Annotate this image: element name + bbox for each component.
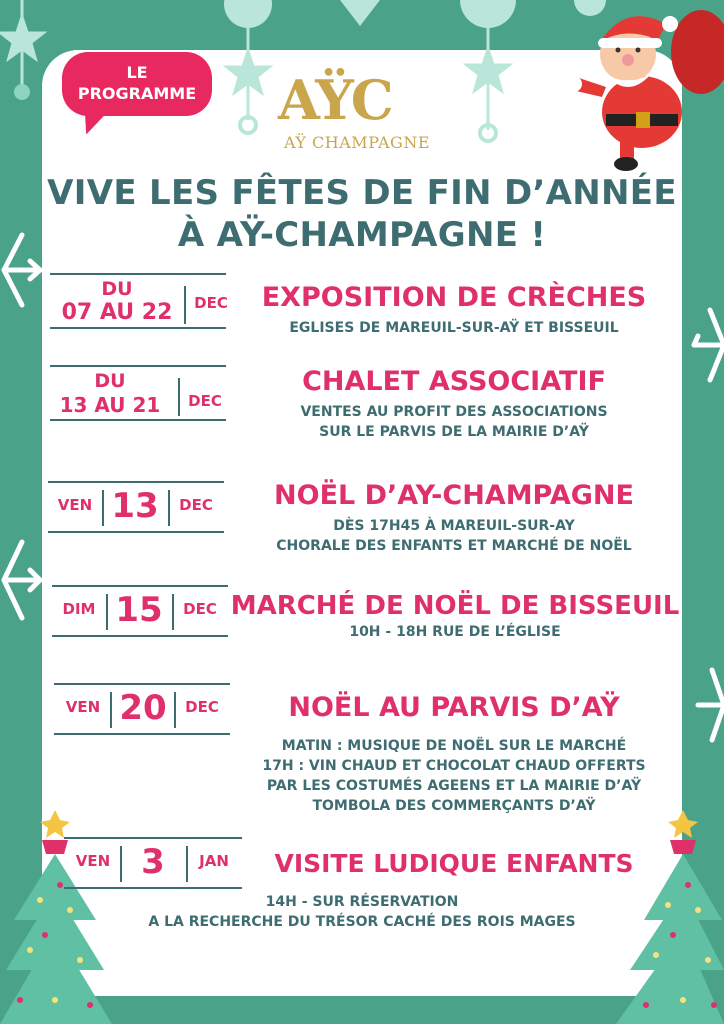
santa-claus-illustration: [566, 2, 724, 174]
event-title: MARCHÉ DE NOËL DE BISSEUIL: [230, 591, 680, 621]
month: DEC: [194, 294, 228, 312]
snowflake-icon: [690, 300, 724, 390]
divider: [54, 683, 230, 685]
snowflake-icon: [0, 530, 44, 630]
title-line-2: À AŸ-CHAMPAGNE !: [177, 215, 547, 255]
date-prefix: DU: [94, 370, 126, 392]
event-desc-line: EGLISES DE MAREUIL-SUR-AŸ ET BISSEUIL: [289, 320, 619, 336]
day-number: 3: [141, 842, 165, 882]
divider: [184, 286, 186, 324]
month: DEC: [183, 600, 217, 618]
snowflake-icon: [0, 225, 44, 315]
divider: [50, 273, 226, 275]
divider: [48, 481, 224, 483]
event-title: CHALET ASSOCIATIF: [302, 366, 606, 397]
logo-mark: AŸC: [278, 68, 392, 132]
event-desc-line: A LA RECHERCHE DU TRÉSOR CACHÉ DES ROIS MAGES: [148, 914, 576, 930]
event-title: NOËL D’AY-CHAMPAGNE: [274, 480, 634, 511]
logo-text: AŸ CHAMPAGNE: [284, 133, 430, 152]
event-desc-line: 10H - 18H RUE DE L’ÉGLISE: [349, 624, 561, 640]
day-of-week: VEN: [65, 698, 101, 716]
month: JAN: [199, 852, 229, 870]
event-title: EXPOSITION DE CRÈCHES: [261, 282, 647, 313]
day-of-week: VEN: [57, 496, 93, 514]
divider: [54, 733, 230, 735]
day-number: 20: [119, 688, 167, 728]
event-desc-line: 17H : VIN CHAUD ET CHOCOLAT CHAUD OFFERTS: [262, 758, 646, 774]
snowflake-icon: [694, 660, 724, 750]
divider: [178, 378, 180, 416]
divider: [48, 531, 224, 533]
day-of-week: DIM: [62, 600, 96, 618]
day-number: 15: [115, 590, 163, 630]
divider: [52, 585, 228, 587]
day-of-week: VEN: [75, 852, 111, 870]
day-number: 13: [111, 486, 159, 526]
divider: [172, 594, 174, 630]
date-range: 07 AU 22: [61, 300, 173, 325]
event-desc-line: VENTES AU PROFIT DES ASSOCIATIONS: [300, 404, 608, 420]
month: DEC: [179, 496, 213, 514]
event-desc-line: 14H - SUR RÉSERVATION: [265, 894, 459, 910]
page-title: [42, 172, 682, 256]
event-desc-line: DÈS 17H45 À MAREUIL-SUR-AY: [333, 518, 575, 534]
month: DEC: [188, 392, 222, 410]
badge-line-1: LE: [126, 63, 148, 82]
badge-line-2: PROGRAMME: [77, 84, 197, 103]
event-desc-line: CHORALE DES ENFANTS ET MARCHÉ DE NOËL: [276, 538, 632, 554]
divider: [52, 635, 228, 637]
date-prefix: DU: [101, 278, 133, 300]
divider: [186, 846, 188, 882]
event-desc-line: PAR LES COSTUMÉS AGEENS ET LA MAIRIE D’AŸ: [266, 778, 642, 794]
month: DEC: [185, 698, 219, 716]
date-range: 13 AU 21: [59, 393, 161, 417]
event-title: NOËL AU PARVIS D’AŸ: [288, 692, 620, 723]
event-title: VISITE LUDIQUE ENFANTS: [274, 849, 634, 878]
event-desc-line: TOMBOLA DES COMMERÇANTS D’AŸ: [312, 798, 596, 814]
event-desc-line: SUR LE PARVIS DE LA MAIRIE D’AŸ: [319, 424, 589, 440]
divider: [174, 692, 176, 728]
programme-badge: [62, 52, 212, 116]
divider: [168, 490, 170, 526]
title-line-1: VIVE LES FÊTES DE FIN D’ANNÉE: [47, 173, 677, 213]
divider: [50, 327, 226, 329]
divider: [50, 419, 226, 421]
event-desc-line: MATIN : MUSIQUE DE NOËL SUR LE MARCHÉ: [281, 738, 627, 754]
divider: [64, 887, 242, 889]
divider: [50, 365, 226, 367]
divider: [64, 837, 242, 839]
